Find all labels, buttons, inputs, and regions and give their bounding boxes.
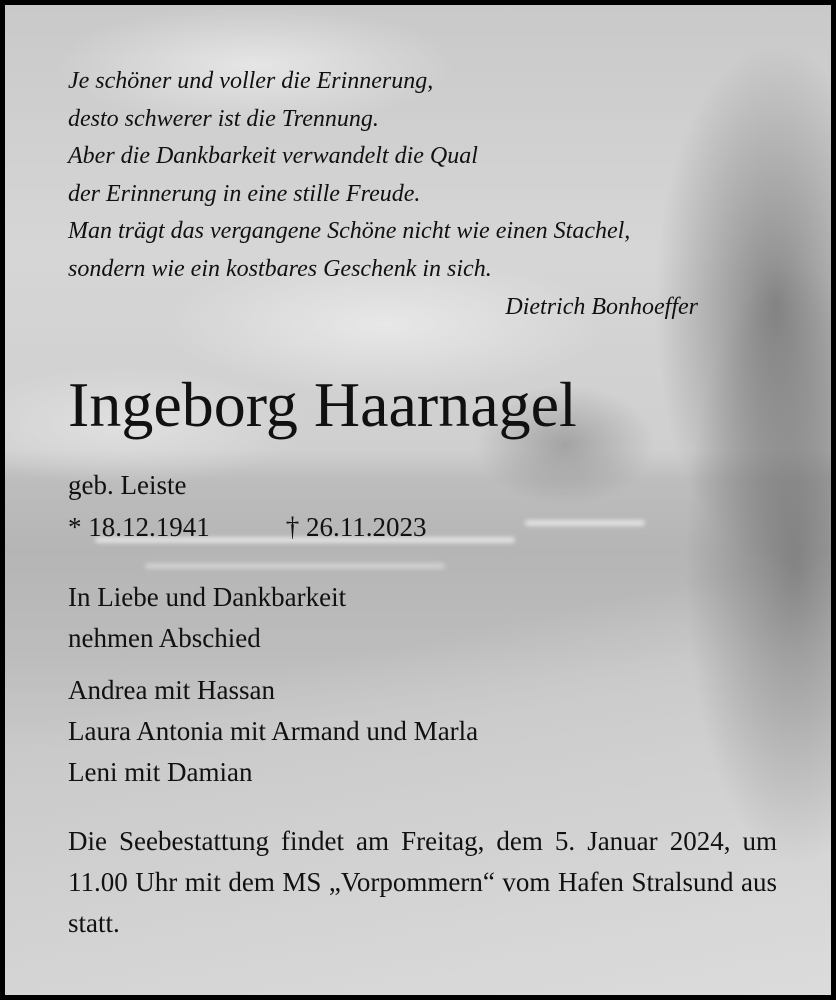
quote-author: Dietrich Bonhoeffer	[505, 293, 698, 320]
family-member: Laura Antonia mit Armand und Marla	[68, 716, 479, 746]
background-wave	[525, 520, 645, 526]
quote	[68, 63, 698, 326]
death-date: † 26.11.2023	[285, 512, 427, 542]
life-dates	[68, 507, 427, 548]
quote-line: der Erinnerung in eine stille Freude.	[68, 180, 421, 207]
farewell-line: nehmen Abschied	[68, 623, 261, 653]
farewell-text	[68, 577, 346, 659]
funeral-notice: Die Seebestattung findet am Freitag, dem 5. Januar 2024, um 11.00 Uhr mit dem MS „Vorpommern“ vom Hafen Stralsund aus statt.	[68, 826, 777, 938]
quote-line: Aber die Dankbarkeit verwandelt die Qual	[68, 143, 478, 170]
family-list	[68, 670, 478, 793]
quote-line: Man trägt das vergangene Schöne nicht wie einen Stachel,	[68, 218, 631, 245]
family-member: Andrea mit Hassan	[68, 675, 275, 705]
deceased-name: Ingeborg Haarnagel	[68, 369, 577, 440]
quote-line: Je schöner und voller die Erinnerung,	[68, 68, 434, 94]
farewell-line: In Liebe und Dankbarkeit	[68, 582, 347, 612]
birth-date: * 18.12.1941	[68, 512, 210, 542]
background-wave	[145, 563, 445, 569]
quote-line: sondern wie ein kostbares Geschenk in sich.	[68, 255, 492, 282]
quote-line: desto schwerer ist die Trennung.	[68, 105, 379, 132]
birth-name: geb. Leiste	[68, 470, 187, 500]
family-member: Leni mit Damian	[68, 757, 253, 787]
